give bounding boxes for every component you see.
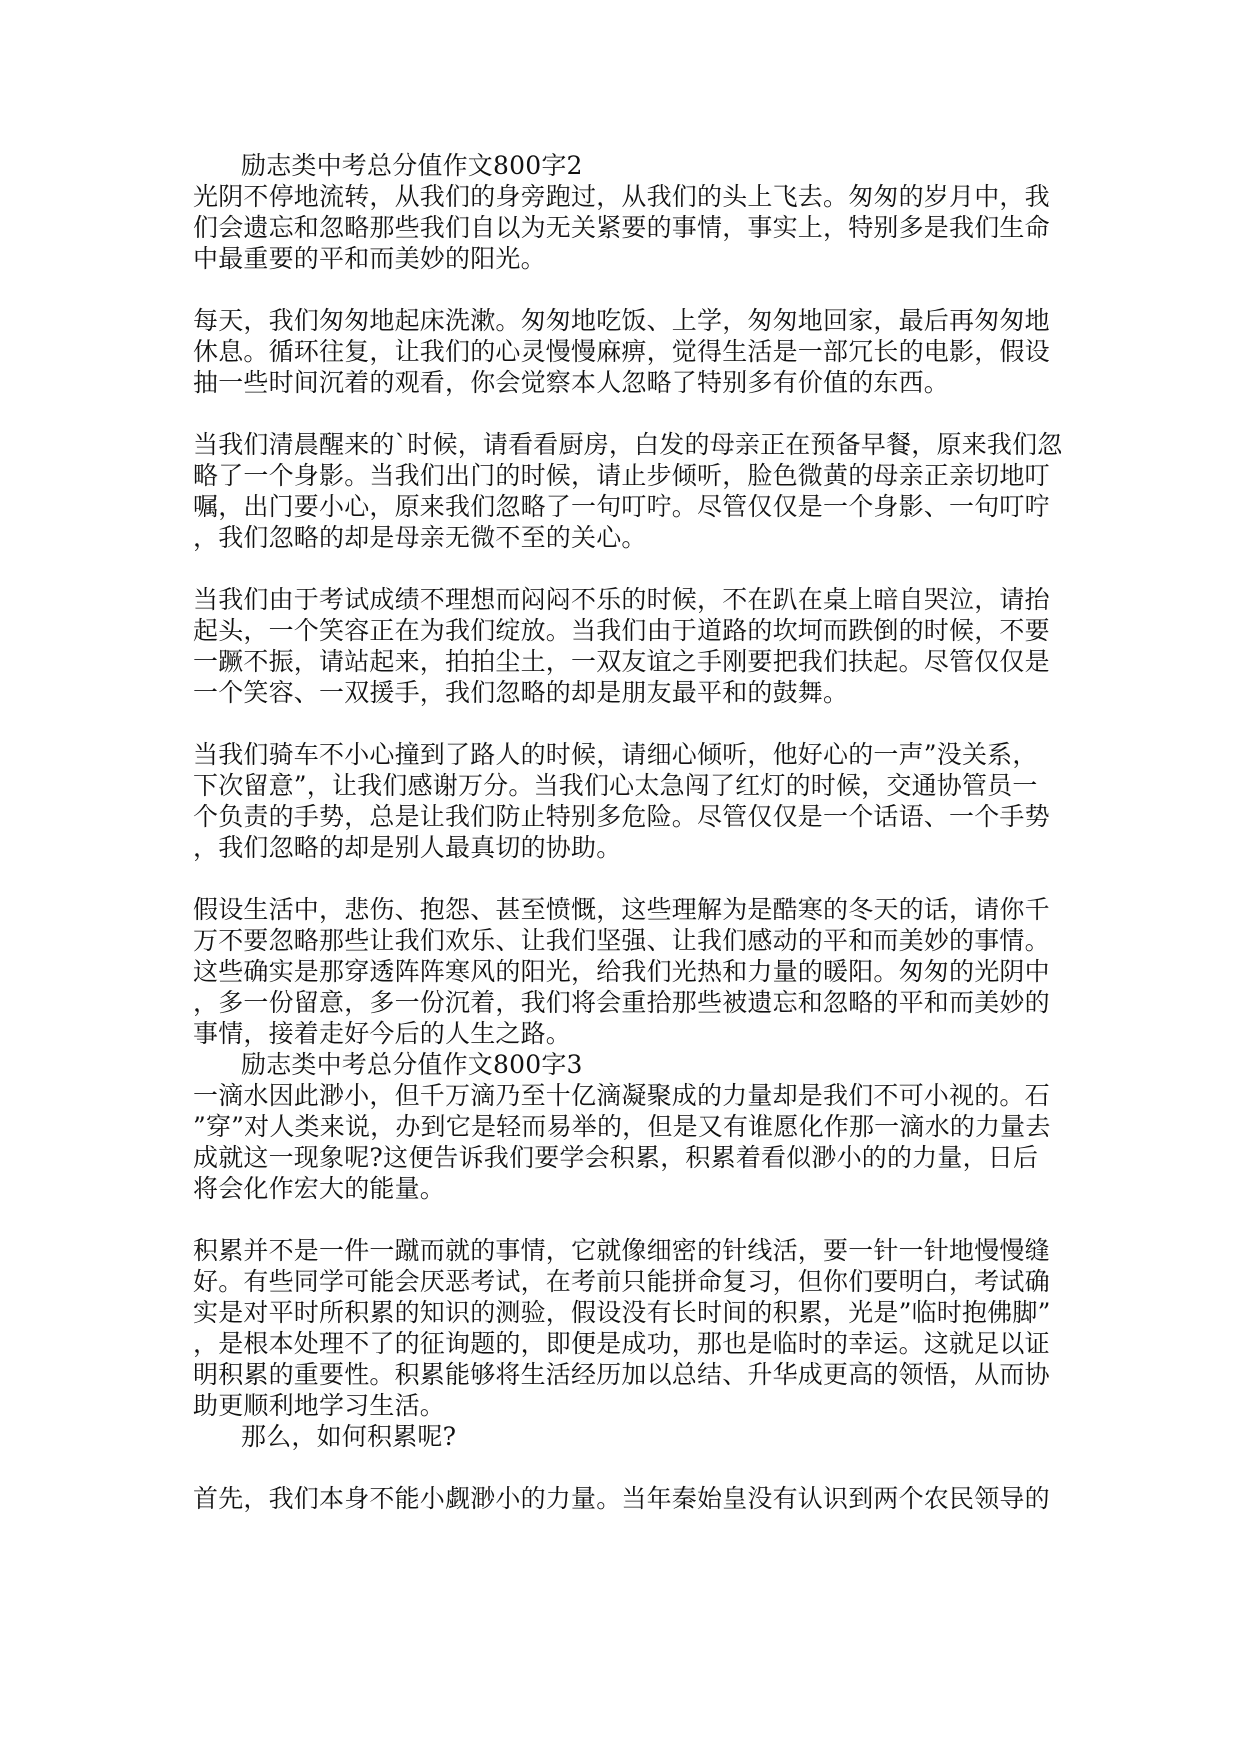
text-line: ，我们忽略的却是别人最真切的协助。 [193, 833, 622, 862]
text-line: 一个笑容、一双援手，我们忽略的却是朋友最平和的鼓舞。 [193, 678, 849, 707]
text-line: 这些确实是那穿透阵阵寒风的阳光，给我们光热和力量的暖阳。匆匆的光阴中 [193, 957, 1050, 986]
text-line: 好。有些同学可能会厌恶考试，在考前只能拼命复习，但你们要明白，考试确 [193, 1267, 1050, 1296]
text-line: 实是对平时所积累的知识的测验，假设没有长时间的积累，光是”临时抱佛脚” [193, 1298, 1051, 1327]
text-line: 略了一个身影。当我们出门的时候，请止步倾听，脸色微黄的母亲正亲切地叮 [193, 461, 1050, 490]
paragraph [193, 584, 1063, 708]
text-line: 一滴水因此渺小，但千万滴乃至十亿滴凝聚成的力量却是我们不可小视的。石 [193, 1081, 1050, 1110]
text-line: 一蹶不振，请站起来，拍拍尘土，一双友谊之手刚要把我们扶起。尽管仅仅是 [193, 647, 1050, 676]
paragraph-gap [193, 1204, 1063, 1235]
text-line: 中最重要的平和而美妙的阳光。 [193, 244, 546, 273]
text-line: 积累并不是一件一蹴而就的事情，它就像细密的针线活，要一针一针地慢慢缝 [193, 1236, 1050, 1265]
text-line: 下次留意”，让我们感谢万分。当我们心太急闯了红灯的时候，交通协管员一 [193, 771, 1038, 800]
section-heading: 励志类中考总分值作文800字2 [241, 151, 583, 180]
text-line: 起头，一个笑容正在为我们绽放。当我们由于道路的坎坷而跌倒的时候，不要 [193, 616, 1050, 645]
paragraph [193, 1235, 1063, 1421]
text-line: 事情，接着走好今后的人生之路。 [193, 1019, 572, 1048]
text-line: ，是根本处理不了的征询题的，即便是成功，那也是临时的幸运。这就足以证 [193, 1329, 1050, 1358]
paragraph [193, 305, 1063, 398]
text-line: 嘱，出门要小心，原来我们忽略了一句叮咛。尽管仅仅是一个身影、一句叮咛 [193, 492, 1050, 521]
text-line: 休息。循环往复，让我们的心灵慢慢麻痹，觉得生活是一部冗长的电影，假设 [193, 337, 1050, 366]
indented-question: 那么，如何积累呢? [241, 1422, 457, 1451]
paragraph [193, 1080, 1063, 1204]
text-line: 明积累的重要性。积累能够将生活经历加以总结、升华成更高的领悟，从而协 [193, 1360, 1050, 1389]
text-line: 个负责的手势，总是让我们防止特别多危险。尽管仅仅是一个话语、一个手势 [193, 802, 1050, 831]
section-heading: 励志类中考总分值作文800字3 [241, 1050, 583, 1079]
paragraph [193, 181, 1063, 274]
paragraph-gap [193, 1452, 1063, 1483]
text-line: 光阴不停地流转，从我们的身旁跑过，从我们的头上飞去。匆匆的岁月中，我 [193, 182, 1050, 211]
text-line: 假设生活中，悲伤、抱怨、甚至愤慨，这些理解为是酷寒的冬天的话，请你千 [193, 895, 1050, 924]
paragraph [193, 739, 1063, 863]
paragraph-gap [193, 553, 1063, 584]
text-line: 当我们由于考试成绩不理想而闷闷不乐的时候，不在趴在桌上暗自哭泣，请抬 [193, 585, 1050, 614]
text-line: 万不要忽略那些让我们欢乐、让我们坚强、让我们感动的平和而美妙的事情。 [193, 926, 1050, 955]
paragraph-gap [193, 863, 1063, 894]
paragraph-gap [193, 708, 1063, 739]
paragraph-gap [193, 274, 1063, 305]
text-line: 助更顺利地学习生活。 [193, 1391, 446, 1420]
text-line: 首先，我们本身不能小觑渺小的力量。当年秦始皇没有认识到两个农民领导的 [193, 1484, 1050, 1513]
paragraph-gap [193, 398, 1063, 429]
document-page [193, 150, 1063, 1514]
text-line: 当我们骑车不小心撞到了路人的时候，请细心倾听，他好心的一声”没关系， [193, 740, 1038, 769]
text-line: 当我们清晨醒来的`时候，请看看厨房，白发的母亲正在预备早餐，原来我们忽 [193, 430, 1063, 459]
text-line: 抽一些时间沉着的观看，你会觉察本人忽略了特别多有价值的东西。 [193, 368, 950, 397]
text-line: 们会遗忘和忽略那些我们自以为无关紧要的事情，事实上，特别多是我们生命 [193, 213, 1050, 242]
text-line: ，多一份留意，多一份沉着，我们将会重拾那些被遗忘和忽略的平和而美妙的 [193, 988, 1050, 1017]
text-line: ，我们忽略的却是母亲无微不至的关心。 [193, 523, 647, 552]
text-line: 每天，我们匆匆地起床洗漱。匆匆地吃饭、上学，匆匆地回家，最后再匆匆地 [193, 306, 1050, 335]
text-line: 将会化作宏大的能量。 [193, 1174, 446, 1203]
paragraph [193, 894, 1063, 1049]
text-line: ”穿”对人类来说，办到它是轻而易举的，但是又有谁愿化作那一滴水的力量去 [193, 1112, 1051, 1141]
text-line: 成就这一现象呢?这便告诉我们要学会积累，积累着看似渺小的的力量，日后 [193, 1143, 1039, 1172]
paragraph [193, 429, 1063, 553]
